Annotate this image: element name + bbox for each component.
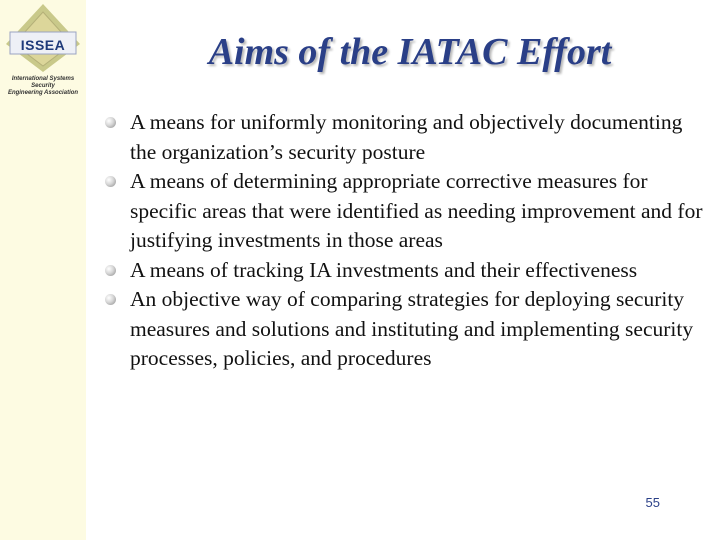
bullet-dot-icon — [105, 294, 116, 305]
bullet-item — [104, 167, 708, 256]
bullet-item — [104, 256, 708, 286]
bullet-text: An objective way of comparing strategies for deploying security measures and solutions and instituting and implementing security processes, policies, and procedures — [130, 287, 694, 370]
bullet-text: A means of tracking IA investments and their effectiveness — [130, 257, 638, 282]
bullet-item — [104, 285, 708, 374]
issea-logo — [0, 0, 86, 100]
bullet-text: A means for uniformly monitoring and objectively documenting the organization’s security posture — [130, 110, 683, 164]
slide-title: Aims of the IATAC Effort — [208, 31, 612, 73]
bullet-dot-icon — [105, 117, 116, 128]
bullet-dot-icon — [105, 176, 116, 187]
bullet-item — [104, 108, 708, 167]
logo-name: ISSEA — [20, 37, 66, 53]
page-number: 55 — [645, 495, 660, 510]
bullet-text: A means of determining appropriate corrective measures for specific areas that were identified as needing improvement and for justifying investments in those areas — [130, 169, 703, 252]
sidebar-panel — [0, 0, 86, 540]
logo-tagline-line1: International Systems Security — [11, 76, 75, 89]
bullet-list — [104, 108, 708, 374]
logo-tagline — [0, 76, 86, 97]
bullet-dot-icon — [105, 265, 116, 276]
logo-tagline-line2: Engineering Association — [7, 90, 79, 96]
